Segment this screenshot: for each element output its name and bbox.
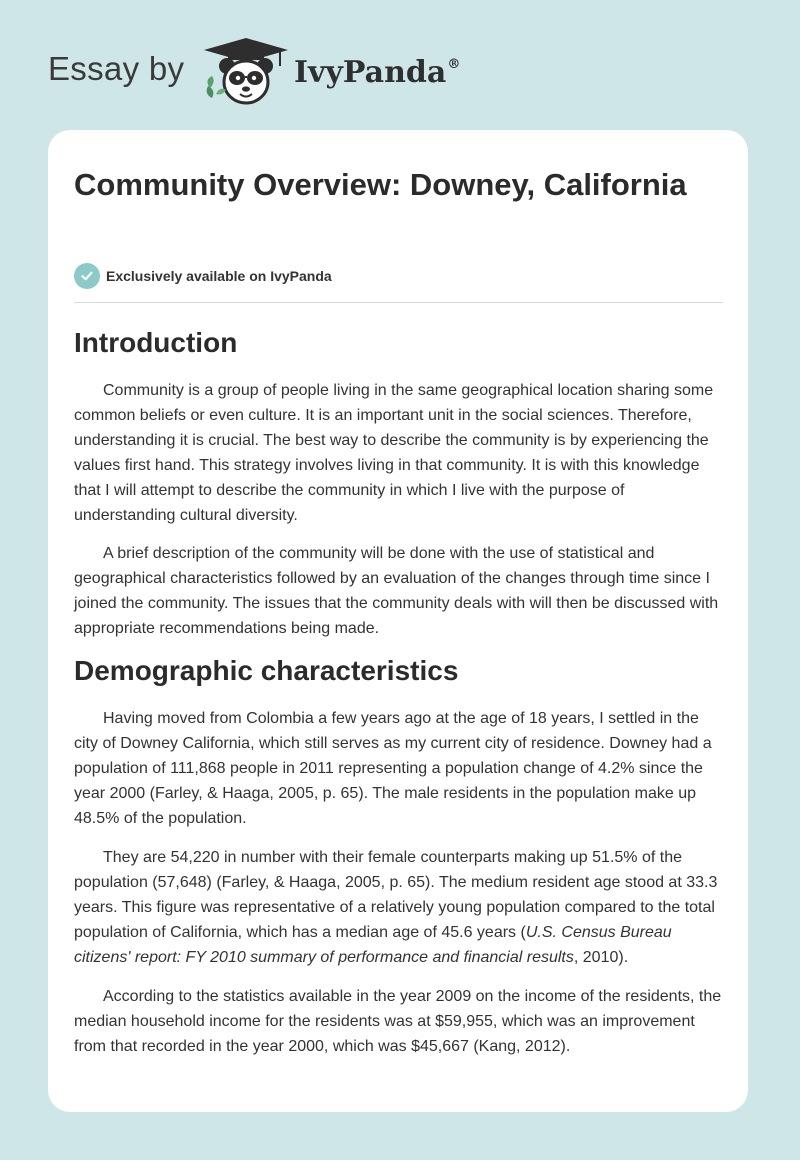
citation-title: U.S. Census Bureau citizens' report: FY 2010 summary of performance and financial results	[74, 924, 672, 966]
essay-card	[48, 130, 748, 1112]
section-heading-introduction: Introduction	[74, 327, 238, 358]
badge-label: Exclusively available on IvyPanda	[106, 268, 332, 284]
check-icon	[74, 263, 100, 289]
brand-text: IvyPanda	[294, 55, 447, 90]
paragraph-text: , 2010).	[573, 949, 629, 966]
panda-logo-icon[interactable]	[200, 36, 292, 108]
essay-by-label: Essay by	[48, 50, 185, 87]
page-title: Community Overview: Downey, California	[74, 167, 687, 202]
paragraph: A brief description of the community will be done with the use of statistical and geographical characteristics followed by an evaluation of the changes through time since I joined the community. The issues that the community deals with will then be discussed with appropriate recommendations being made.	[74, 545, 719, 637]
site-header	[0, 0, 800, 130]
trademark-symbol: ®	[447, 57, 461, 72]
essay-body	[74, 320, 724, 1059]
paragraph	[74, 845, 724, 970]
brand-name[interactable]	[294, 55, 460, 90]
divider	[74, 302, 723, 303]
paragraph-text: They are 54,220 in number with their female counterparts making up 51.5% of the population (57,648) (Farley, & Haaga, 2005, p. 65). The medium resident age stood at 33.3 years. This figure was representative of a relatively young population compared to the total population of California, which has a median age of 45.6 years (	[74, 849, 718, 941]
paragraph: According to the statistics available in the year 2009 on the income of the residents, the median household income for the residents was at $59,955, which was an improvement from that recorded in the year 2000, which was $45,667 (Kang, 2012).	[74, 988, 722, 1055]
paragraph: Community is a group of people living in the same geographical location sharing some common beliefs or even culture. It is an important unit in the social sciences. Therefore, understanding it is crucial. The best way to describe the community is by experiencing the values first hand. This strategy involves living in that community. It is with this knowledge that I will attempt to describe the community in which I live with the purpose of understanding cultural diversity.	[74, 382, 714, 524]
section-heading-demographics: Demographic characteristics	[74, 655, 459, 686]
exclusive-badge	[74, 262, 332, 290]
paragraph: Having moved from Colombia a few years ago at the age of 18 years, I settled in the city of Downey California, which still serves as my current city of residence. Downey had a population of 111,868 people in 2011 representing a population change of 4.2% since the year 2000 (Farley, & Haaga, 2005, p. 65). The male residents in the population make up 48.5% of the population.	[74, 710, 712, 827]
